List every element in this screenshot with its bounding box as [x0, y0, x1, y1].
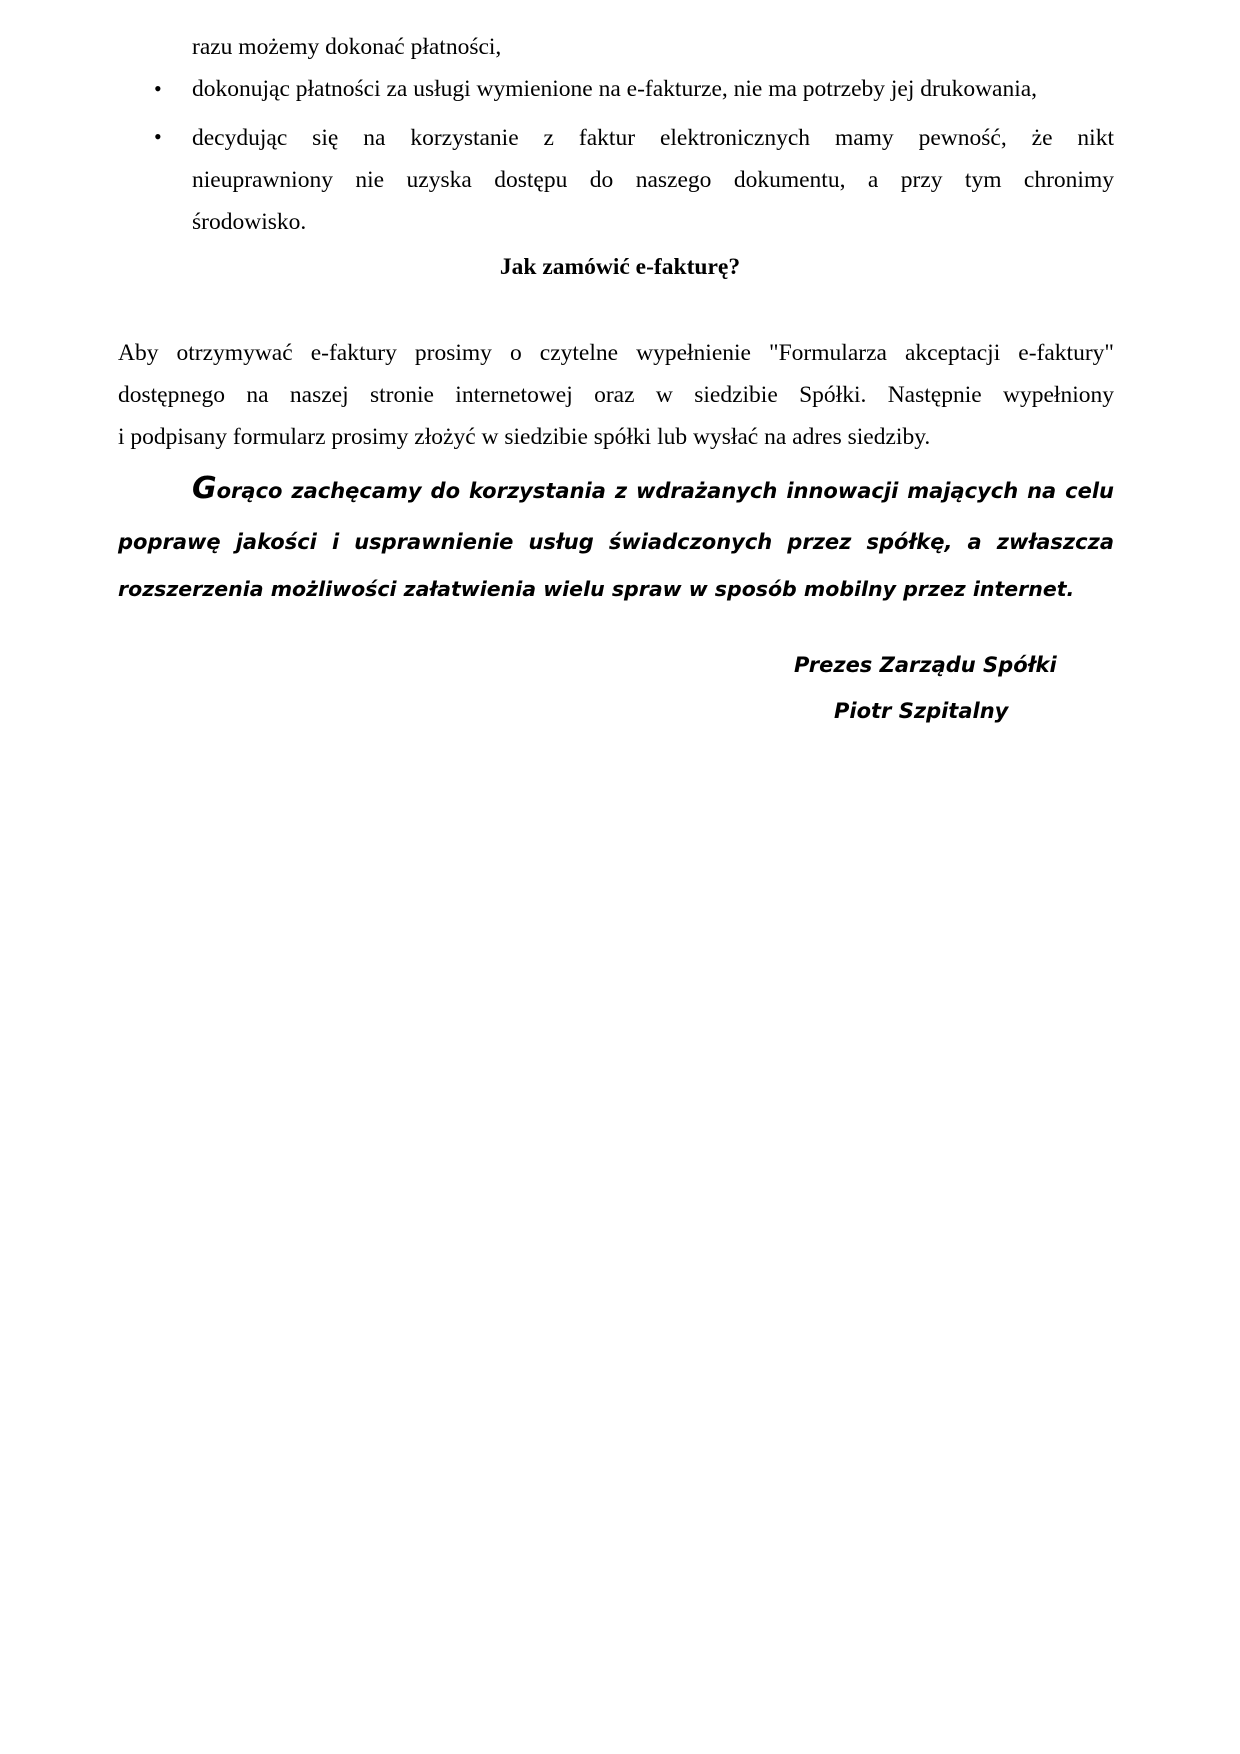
- closing-line-1: [192, 471, 1114, 506]
- bullet-item-2-line-2: nieuprawniony nie uzyska dostępu do naszego dokumentu, a przy tym chronimy: [192, 167, 1114, 193]
- bullet-item-2-line-3: środowisko.: [192, 209, 307, 235]
- paragraph-line-1: Aby otrzymywać e-faktury prosimy o czytelne wypełnienie "Formularza akceptacji e-faktury": [118, 340, 1114, 366]
- paragraph-line-3: i podpisany formularz prosimy złożyć w siedzibie spółki lub wysłać na adres siedziby.: [118, 424, 931, 450]
- paragraph-line-2: dostępnego na naszej stronie internetowej oraz w siedzibie Spółki. Następnie wypełniony: [118, 382, 1114, 408]
- section-heading: Jak zamówić e-fakturę?: [499, 254, 741, 280]
- bullet-icon: •: [154, 76, 162, 101]
- closing-line-3: rozszerzenia możliwości załatwienia wielu spraw w sposób mobilny przez internet.: [118, 577, 1075, 601]
- closing-line-1-rest: orąco zachęcamy do korzystania z wdrażanych innowacji mających na celu: [216, 479, 1114, 503]
- bullet-item-1-text: dokonując płatności za usługi wymienione na e-fakturze, nie ma potrzeby jej drukowania,: [192, 76, 1038, 102]
- list-continuation-text: razu możemy dokonać płatności,: [192, 34, 502, 60]
- signature-title: Prezes Zarządu Spółki: [794, 653, 1057, 677]
- closing-initial: G: [192, 471, 217, 506]
- bullet-icon: •: [154, 124, 162, 149]
- closing-line-2: poprawę jakości i usprawnienie usług świadczonych przez spółkę, a zwłaszcza: [118, 530, 1114, 554]
- bullet-item-2-line-1: decydując się na korzystanie z faktur elektronicznych mamy pewność, że nikt: [192, 125, 1114, 151]
- signature-name: Piotr Szpitalny: [834, 699, 1009, 723]
